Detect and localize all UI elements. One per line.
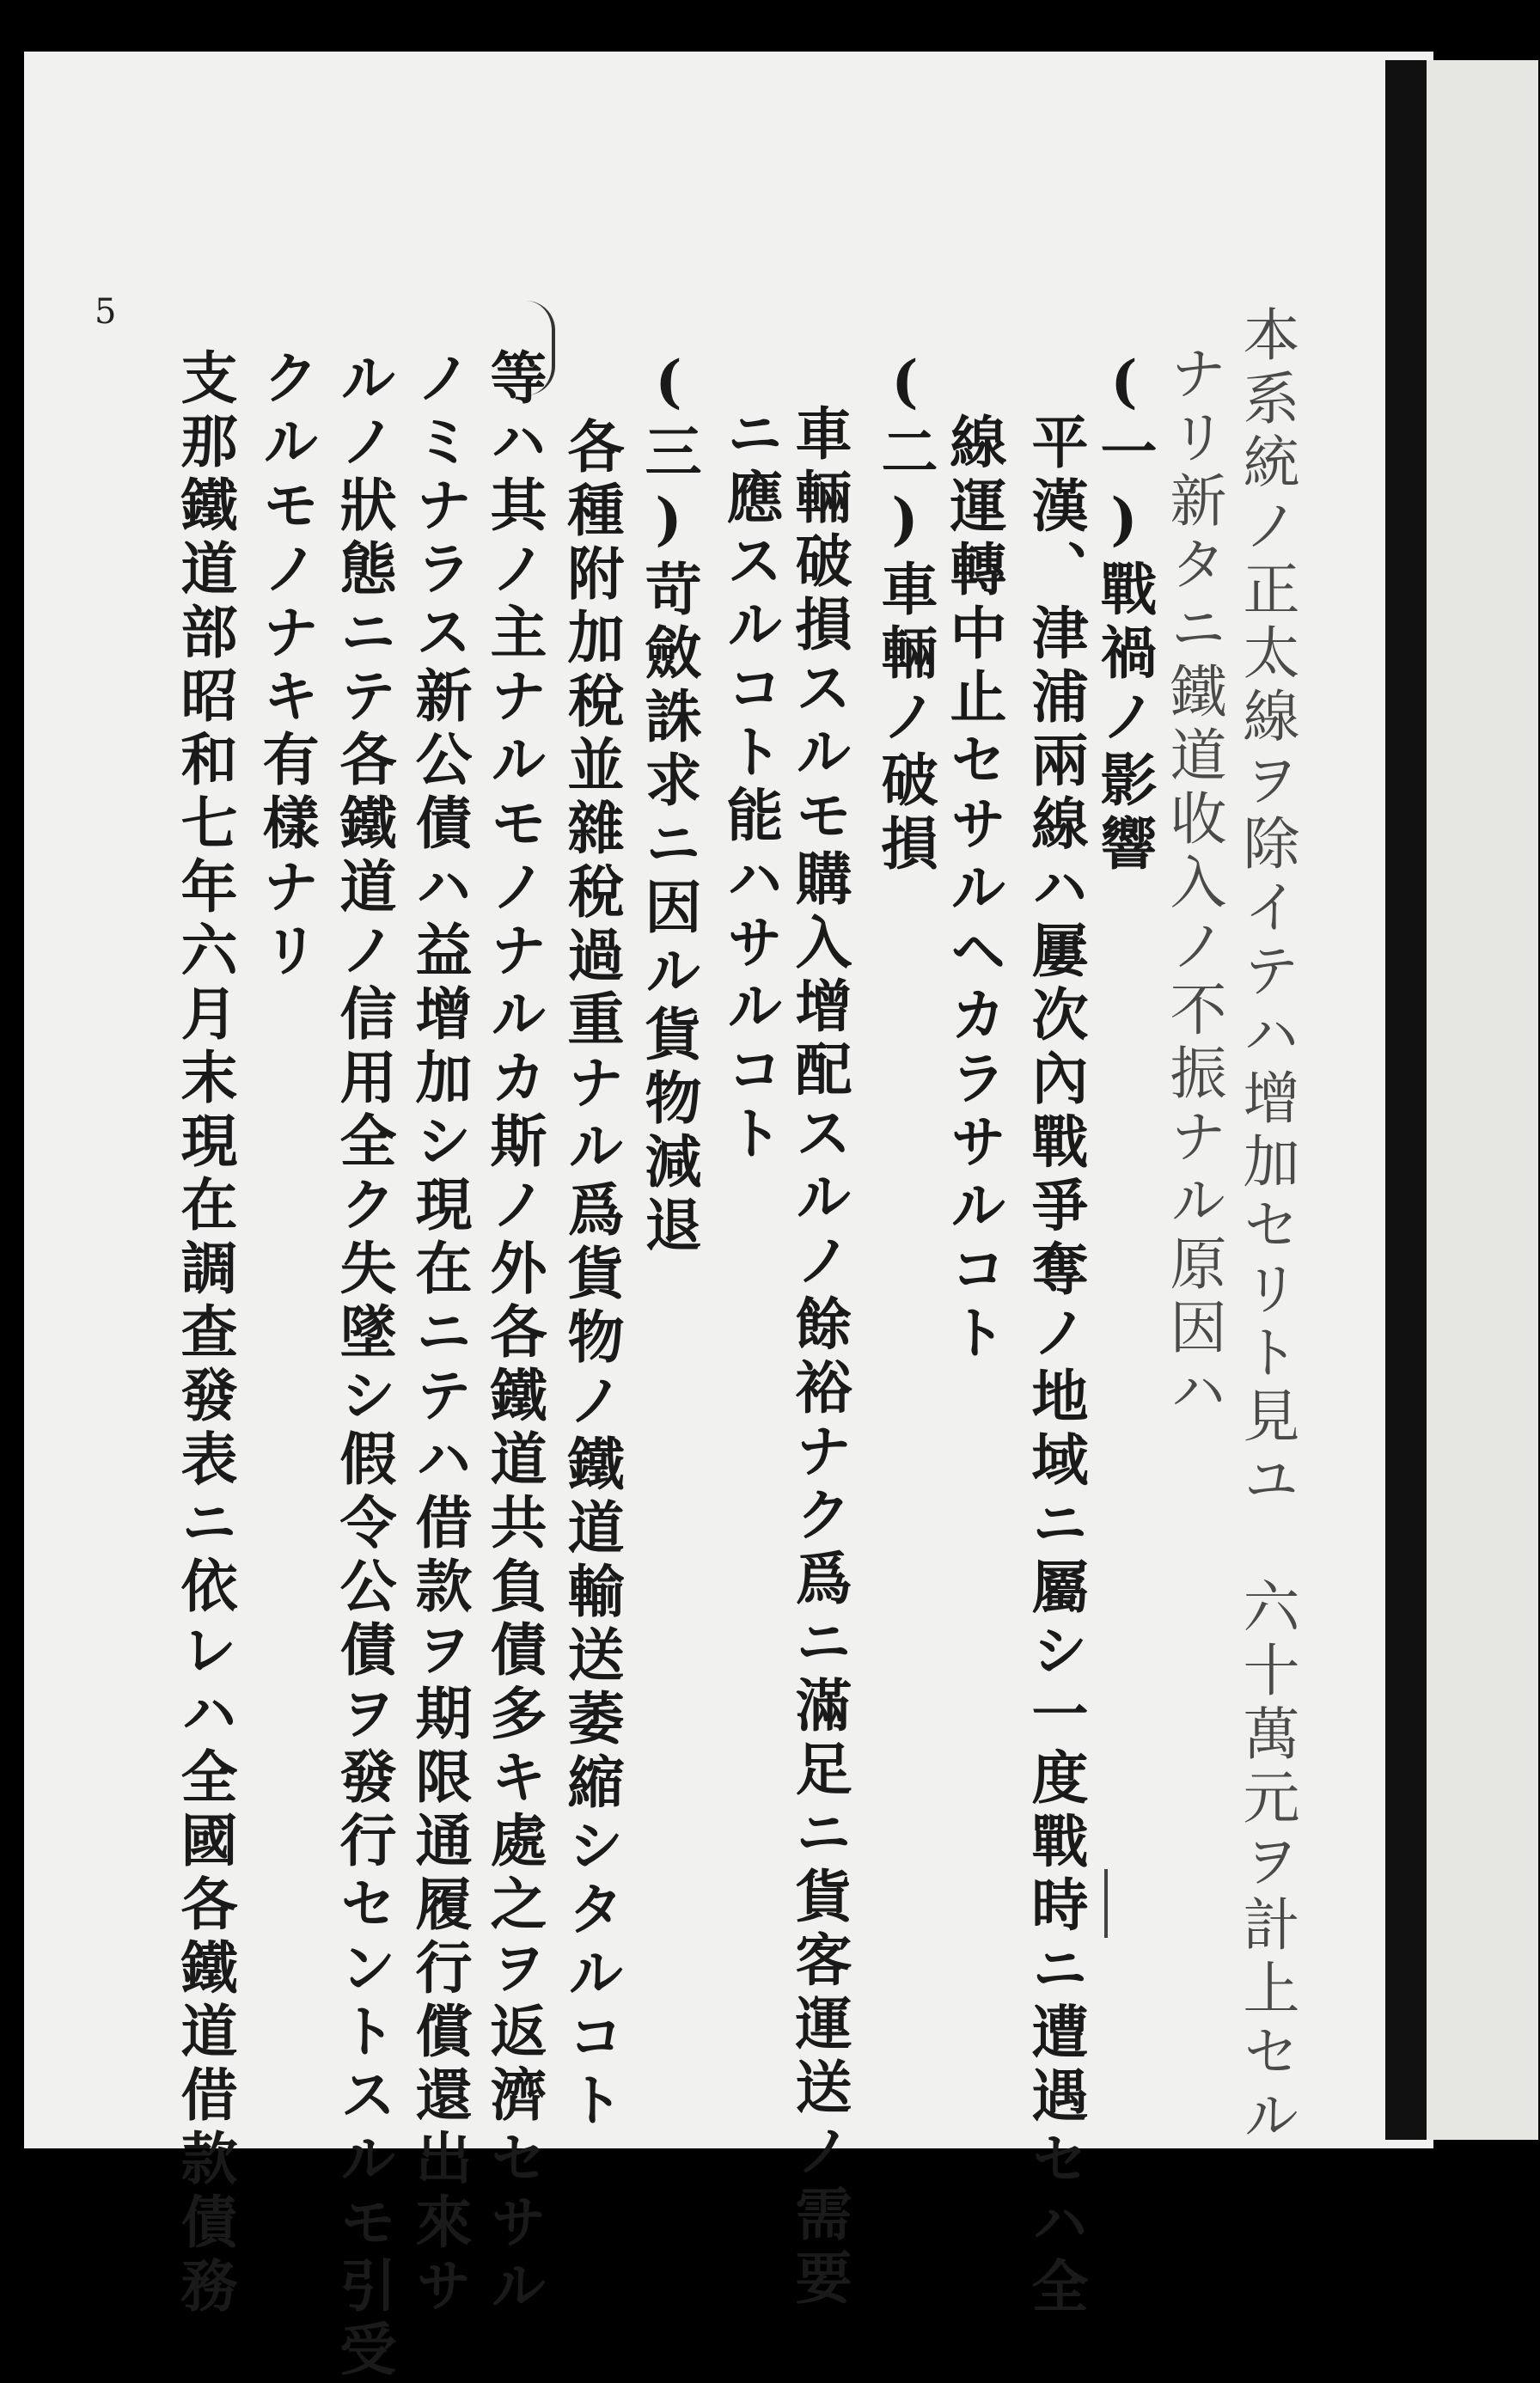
text-line-14: クルモノナキ有樣ナリ	[253, 348, 320, 984]
section-heading-3: (三)苛斂誅求ニ因ル貨物減退	[635, 348, 702, 1259]
text-line-5: 線運轉中止セサルヘカラサルコト	[940, 412, 1007, 1366]
text-line-12: ノミナラス新公債ハ益增加シ現在ニテハ借款ヲ期限通履行償還出來サ	[406, 348, 473, 2319]
text-line-8: ニ應スルコト能ハサルコト	[717, 404, 784, 1167]
section-heading-1: (一)戰禍ノ影響	[1091, 348, 1158, 877]
text-line-7: 車輛破損スルモ購入增配スルノ餘裕ナク爲ニ滿足ニ貨客運送ノ需要	[785, 404, 852, 2312]
text-line-10: 各種附加稅並雜稅過重ナル爲貨物ノ鐵道輸送萎縮シタルコト	[558, 417, 625, 2134]
text-line-15: 支那鐵道部昭和七年六月末現在調查發表ニ依レハ全國各鐵道借款債務	[171, 348, 238, 2319]
text-line-4: 平漢、津浦兩線ハ屢次內戰爭奪ノ地域ニ屬シ一度戰時ニ遭遇セハ全	[1022, 412, 1089, 2320]
text-line-13: ルノ狀態ニテ各鐵道ノ信用全ク失墜シ假令公債ヲ發行セントスルモ引受	[330, 348, 397, 2383]
book-spine-shadow	[1385, 60, 1427, 2140]
text-line-1: 本系統ノ正太線ヲ除イテハ增加セリト見ユ 六十萬元ヲ計上セル	[1233, 305, 1299, 2149]
section-heading-2: (二)車輛ノ破損	[871, 348, 938, 877]
margin-tick-mark	[1104, 1869, 1108, 1938]
page-number: 5	[95, 292, 117, 332]
text-line-11: 等ハ其ノ主ナルモノナルカ斯ノ外各鐵道共負債多キ處之ヲ返濟セサル	[480, 348, 547, 2319]
text-line-2: ナリ新タニ鐵道收入ノ不振ナル原因ハ	[1160, 344, 1226, 1425]
